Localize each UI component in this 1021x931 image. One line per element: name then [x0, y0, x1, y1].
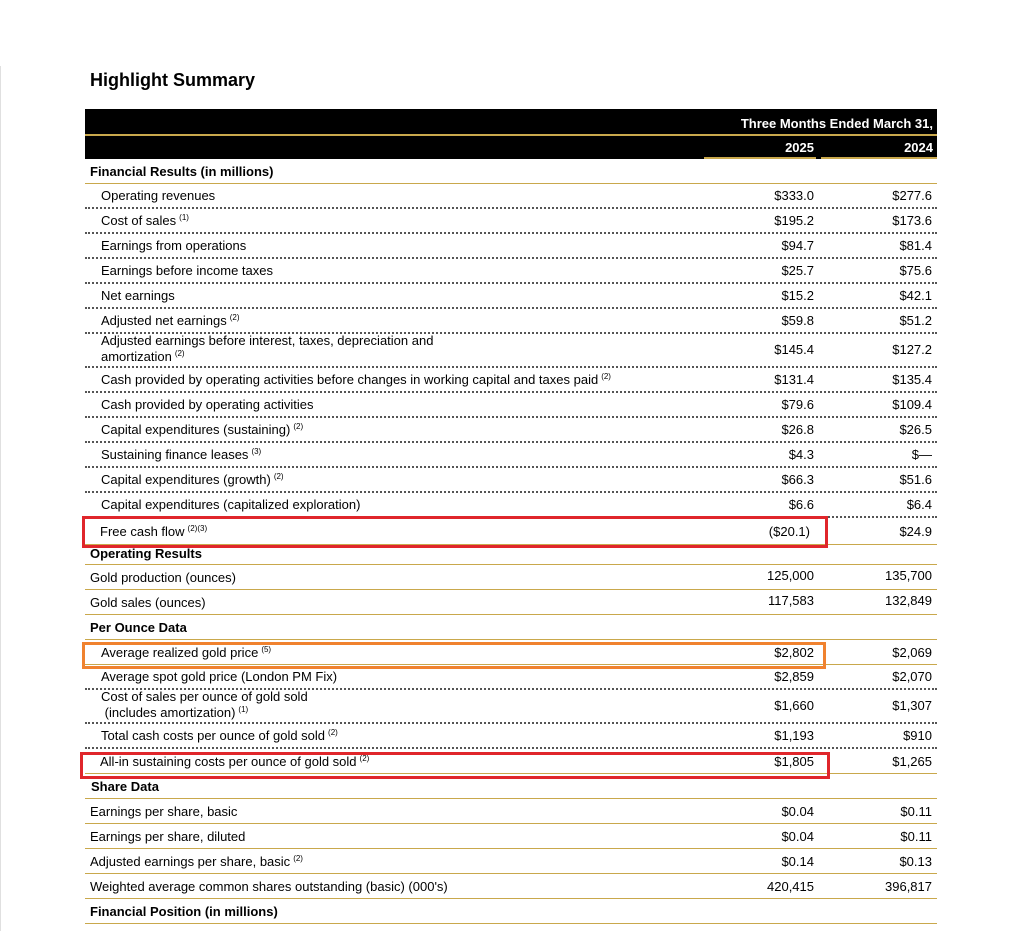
table-row	[85, 724, 937, 749]
row-label: Gold sales (ounces)	[90, 595, 206, 610]
footnote-ref: (1)	[179, 213, 189, 222]
value-2025: $1,660	[774, 698, 814, 713]
table-row	[85, 690, 937, 724]
value-2024: $81.4	[899, 238, 932, 253]
footnote-ref: (2)	[293, 854, 303, 863]
value-2024: $109.4	[892, 397, 932, 412]
row-label-cont: amortization	[101, 349, 172, 364]
row-label: Capital expenditures (capitalized exploration)	[101, 497, 361, 512]
value-2025: $25.7	[781, 263, 814, 278]
value-2025: $26.8	[781, 422, 814, 437]
section-label: Financial Results (in millions)	[90, 164, 274, 179]
value-2025: 125,000	[767, 568, 814, 583]
year-2024-header: 2024	[821, 136, 937, 159]
row-label: Earnings from operations	[101, 238, 247, 253]
table-row	[85, 209, 937, 234]
table-row-avg-realized-price	[85, 640, 937, 665]
row-label: Capital expenditures (growth)	[101, 472, 271, 487]
footnote-ref: (2)	[293, 422, 304, 431]
value-2025: ($20.1)	[768, 524, 810, 539]
row-label: Average spot gold price (London PM Fix)	[101, 669, 338, 684]
table-row	[85, 665, 937, 690]
value-2025: $145.4	[774, 342, 814, 357]
value-2025: $66.3	[781, 472, 814, 487]
table-row	[85, 184, 937, 209]
row-label: Average realized gold price	[101, 645, 259, 660]
footnote-ref: (5)	[261, 645, 272, 654]
section-label: Share Data	[91, 779, 159, 794]
section-label: Per Ounce Data	[90, 620, 187, 635]
value-2024: $0.13	[899, 854, 932, 869]
table-row	[85, 418, 937, 443]
value-2024: $51.6	[899, 472, 932, 487]
row-label: Earnings per share, diluted	[90, 829, 246, 844]
value-2025: $6.6	[788, 497, 814, 512]
value-2025: $2,802	[774, 645, 814, 660]
value-2024: $51.2	[899, 313, 932, 328]
value-2024: $2,070	[892, 669, 932, 684]
value-2025: $0.04	[781, 829, 814, 844]
value-2024: $6.4	[906, 497, 932, 512]
period-label: Three Months Ended March 31,	[740, 116, 933, 131]
value-2024: $26.5	[899, 422, 932, 437]
table-row	[85, 493, 937, 518]
section-financial-position	[85, 899, 937, 924]
row-label: Adjusted earnings before interest, taxes, depreciation and	[101, 333, 434, 348]
section-share-data	[85, 774, 937, 799]
table-row-aisc	[85, 749, 937, 774]
row-label: Earnings before income taxes	[101, 263, 273, 278]
value-2025: $1,193	[774, 728, 814, 743]
value-2025: $2,859	[774, 669, 814, 684]
section-label: Financial Position (in millions)	[90, 904, 278, 919]
value-2025: $1,805	[774, 754, 814, 769]
value-2024: $173.6	[892, 213, 932, 228]
footnote-ref: (2)	[359, 754, 370, 763]
value-2024: $277.6	[892, 188, 932, 203]
value-2025: $333.0	[774, 188, 814, 203]
value-2024: $75.6	[899, 263, 932, 278]
table-row	[85, 443, 937, 468]
row-label: Total cash costs per ounce of gold sold	[101, 728, 326, 743]
table-row	[85, 259, 937, 284]
value-2024: $0.11	[900, 829, 932, 844]
table-row	[85, 309, 937, 334]
value-2024: $910	[903, 728, 932, 743]
row-label: Free cash flow	[100, 524, 185, 539]
table-header-years	[85, 136, 937, 159]
value-2025: $195.2	[774, 213, 814, 228]
row-label: Cost of sales per ounce of gold sold	[101, 689, 308, 704]
table-row	[85, 334, 937, 368]
value-2025: $15.2	[781, 288, 814, 303]
value-2025: $131.4	[774, 372, 814, 387]
footnote-ref: (2)	[174, 349, 185, 358]
value-2025: $0.14	[781, 854, 814, 869]
value-2024: $2,069	[892, 645, 932, 660]
row-label: Weighted average common shares outstanding (basic) (000's)	[90, 879, 448, 894]
row-label: Cost of sales	[101, 213, 177, 228]
value-2024: $42.1	[899, 288, 932, 303]
footnote-ref: (2)	[229, 313, 240, 322]
value-2024: $1,307	[892, 698, 932, 713]
row-label: All-in sustaining costs per ounce of gold sold	[100, 754, 357, 769]
table-row	[85, 874, 937, 899]
table-row	[85, 824, 937, 849]
footnote-ref: (2)	[273, 472, 284, 481]
value-2024: $1,265	[892, 754, 932, 769]
value-2024: $24.9	[899, 524, 932, 539]
section-per-ounce-data	[85, 615, 937, 640]
value-2025: 117,583	[767, 593, 814, 608]
footnote-ref: (2)(3)	[187, 524, 208, 533]
table-header-period	[85, 109, 937, 136]
row-label: Adjusted earnings per share, basic	[90, 854, 291, 869]
value-2025: $59.8	[781, 313, 814, 328]
row-label: Net earnings	[101, 288, 175, 303]
table-row	[85, 799, 937, 824]
value-2025: $4.3	[788, 447, 814, 462]
row-label: Sustaining finance leases	[101, 447, 249, 462]
value-2025: $79.6	[781, 397, 814, 412]
year-2025-header: 2025	[704, 136, 816, 159]
row-label: Cash provided by operating activities before changes in working capital and taxes paid	[101, 372, 599, 387]
value-2025: $0.04	[781, 804, 814, 819]
table-row	[85, 368, 937, 393]
footnote-ref: (2)	[601, 372, 611, 381]
page-title: Highlight Summary	[90, 70, 256, 90]
row-label: Cash provided by operating activities	[101, 397, 314, 412]
table-row	[85, 590, 937, 615]
row-label: Capital expenditures (sustaining)	[101, 422, 291, 437]
table-row	[85, 565, 937, 590]
value-2025: $94.7	[781, 238, 814, 253]
row-label: Earnings per share, basic	[90, 804, 238, 819]
value-2024: $135.4	[892, 372, 932, 387]
footnote-ref: (3)	[251, 447, 262, 456]
value-2024: 396,817	[885, 879, 932, 894]
row-label: Gold production (ounces)	[90, 570, 236, 585]
value-2024: $0.11	[900, 804, 932, 819]
footnote-ref: (2)	[328, 728, 338, 737]
table-row	[85, 393, 937, 418]
value-2024: $—	[911, 447, 932, 462]
section-financial-results	[85, 159, 937, 184]
table-row	[85, 468, 937, 493]
table-row	[85, 284, 937, 309]
value-2025: 420,415	[767, 879, 814, 894]
footnote-ref: (1)	[238, 705, 249, 714]
row-label: Operating revenues	[101, 188, 216, 203]
row-label: Adjusted net earnings	[101, 313, 227, 328]
table-row	[85, 234, 937, 259]
value-2024: $127.2	[892, 342, 932, 357]
value-2024: 132,849	[885, 593, 932, 608]
value-2024: 135,700	[885, 568, 932, 583]
section-operating-results	[85, 545, 937, 565]
table-row	[85, 849, 937, 874]
page-edge-rule	[0, 66, 1, 931]
highlight-summary-table	[85, 109, 937, 924]
section-label: Operating Results	[90, 546, 202, 561]
row-label-cont: (includes amortization)	[104, 705, 236, 720]
table-row-free-cash-flow	[85, 518, 937, 545]
